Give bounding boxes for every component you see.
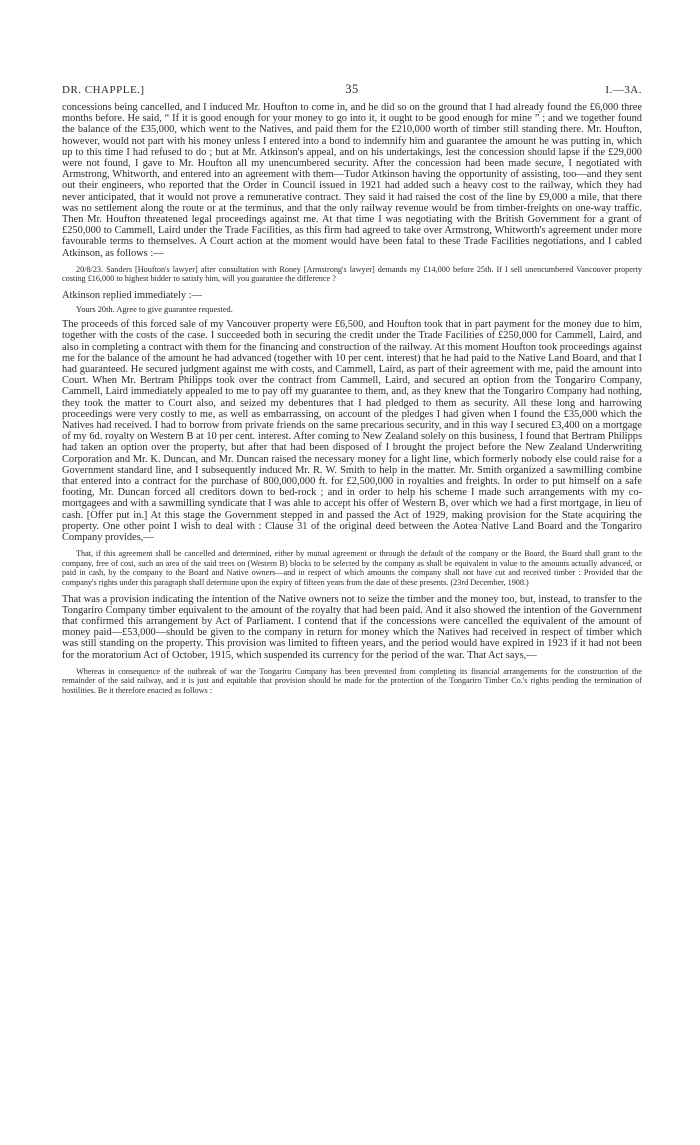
quoted-clause-31: That, if this agreement shall be cancelled and determined, either by mutual agreement or through the default of the company or the Board, the Board shall grant to the company, free of cost, such an area of the said trees on (Western B) blocks to be selected by the company as shall be equivalent in value to the amounts actually advanced, or paid in cash, by the company to the Board and Native owners—and in respect of which amounts the company shall not have cut and received timber : Provided that the company's rights under this paragraph shall determine upon the expiry of fifteen years from the date of these presents. (23rd December, 1908.) bbox=[62, 549, 642, 588]
paragraph-1: concessions being cancelled, and I induced Mr. Houfton to come in, and he did so on the ground that I had already found the £6,000 three months before. He said, “ If it is good enough for your money to go into it, it ought to be good enough for mine ” ; and we together found the balance of the £35,000, which went to the Natives, and paid them for the £210,000 worth of timber still standing there. Mr. Houfton, however, would not part with his money unless I entered into a bond to indemnify him and guarantee the amount he was putting in, which up to this time I had refused to do ; but at Mr. Atkinson's appeal, and on his undertakings, lest the concession should lapse if the £29,000 were not found, I gave to Mr. Houfton all my unencumbered security. After the concession had been made secure, I negotiated with Armstrong, Whitworth, and entered into an agreement with them—Tudor Atkinson having the opportunity of assisting, too—and they sent out their engineers, who reported that the Order in Council issued in 1921 had added such a heavy cost to the railway, which they had never anticipated, that it would not prove a remunerative contract. They said it had raised the cost of the line by £9,000 a mile, that there was no settlement along the route or at the terminus, and that the only railway revenue would be from timber-freights on one-way traffic. Then Mr. Houfton threatened legal proceedings against me. At that time I was negotiating with the British Government for a grant of £250,000 to Cammell, Laird under the Trade Facilities, as this firm had agreed to take over Armstrong, Whitworth's agreement under more favourable terms to themselves. A Court action at the moment would have been fatal to these Trade Facilities negotiations, and I cabled Atkinson, as follows :— bbox=[62, 102, 642, 259]
header-speaker: DR. CHAPPLE.] bbox=[62, 84, 145, 96]
page-number: 35 bbox=[345, 82, 359, 96]
quoted-cable-1: 20/8/23. Sanders [Houfton's lawyer] after consultation with Roney [Armstrong's lawyer] demands my £14,000 before 25th. If I sell unencumbered Vancouver property costing £16,000 to highest bidder to satisfy him, will you guarantee the difference ? bbox=[62, 264, 642, 284]
document-page bbox=[62, 84, 642, 702]
quoted-act: Whereas in consequence of the outbreak of war the Tongariro Company has been prevented from completing its financial arrangements for the construction of the remainder of the said railway, and it is just and equitable that provision should be made for the protection of the Tongariro Timber Co.'s rights pending the termination of hostilities. Be it therefore enacted as follows : bbox=[62, 666, 642, 696]
quoted-cable-2: Yours 20th. Agree to give guarantee requested. bbox=[76, 305, 233, 315]
paragraph-2: Atkinson replied immediately :— bbox=[62, 290, 202, 302]
paragraph-4: That was a provision indicating the intention of the Native owners not to seize the timber and the money too, but, instead, to transfer to the Tongariro Company timber equivalent to the amount of the royalty that had been paid. And it also showed the intention of the Government that confirmed this arrangement by Act of Parliament. I contend that if the concessions were cancelled the equivalent of the amount of money paid—£53,000—should be given to the company in return for money which the Natives had received in respect of timber which was still standing on the property. This provision was limited to fifteen years, and the period would have expired in 1923 if it had not been for the moratorium Act of October, 1915, which suspended its currency for the period of the war. That Act says,— bbox=[62, 593, 642, 661]
paragraph-3: The proceeds of this forced sale of my Vancouver property were £6,500, and Houfton took that in part payment for the money due to him, together with the costs of the case. I succeeded both in securing the credit under the Trade Facilities of £250,000 for Cammell, Laird, and also in completing a contract with them for the financing and construction of the railway. At this moment Houfton took proceedings against me for the balance of the amount he had advanced (together with 10 per cent. interest) that he had paid to the Native Land Board, and that I had guaranteed. He secured judgment against me with costs, and Cammell, Laird, as part of their agreement with me, paid the amount into Court. When Mr. Bertram Philipps took over the contract from Cammell, Laird, and secured an option from the Tongariro Company, Cammell, Laird immediately appealed to me to pay off my guarantee to them, and, as they knew that the Tongariro Company had nothing, they took the matter to Court also, and seized my debentures that I had pledged to them as security. All these long and harrowing proceedings were very costly to me, as well as embarrassing, on account of the pledges I had given when I found the £35,000 which the Natives had received. I had to borrow from private friends on the same precarious security, and in this way I secured £3,400 on a mortgage of my 6d. royalty on Western B at 10 per cent. interest. After coming to New Zealand solely on this business, I found that Bertram Philipps had taken an option over the property, but after that had been disposed of I brought the project before the New Zealand Underwriting Corporation and Mr. K. Duncan, and Mr. Duncan raised the necessary money for a light line, which formerly nobody else could raise for a Government standard line, and I subsequently induced Mr. R. W. Smith to help in the matter. Mr. Smith organized a sawmilling combine that entered into a contract for the purchase of 800,000,000 ft. for £2,500,000 in royalties and freights. In order to put himself on a safe footing, Mr. Duncan forced all creditors down to bed-rock ; and in order to help his scheme I made such arrangements with my co-mortgagees and with a sawmilling syndicate that I was able to accept his offer of Western B, over which we had a first mortgage, in lieu of cash. [Offer put in.] At this stage the Government stepped in and passed the Act of 1929, making provision for the State acquiring the property. One other point I wish to deal with : Clause 31 of the original deed between the Aotea Native Land Board and the Tongariro Company provides,— bbox=[62, 319, 642, 544]
document-reference: I.—3A. bbox=[605, 84, 642, 96]
page-header bbox=[62, 84, 642, 102]
